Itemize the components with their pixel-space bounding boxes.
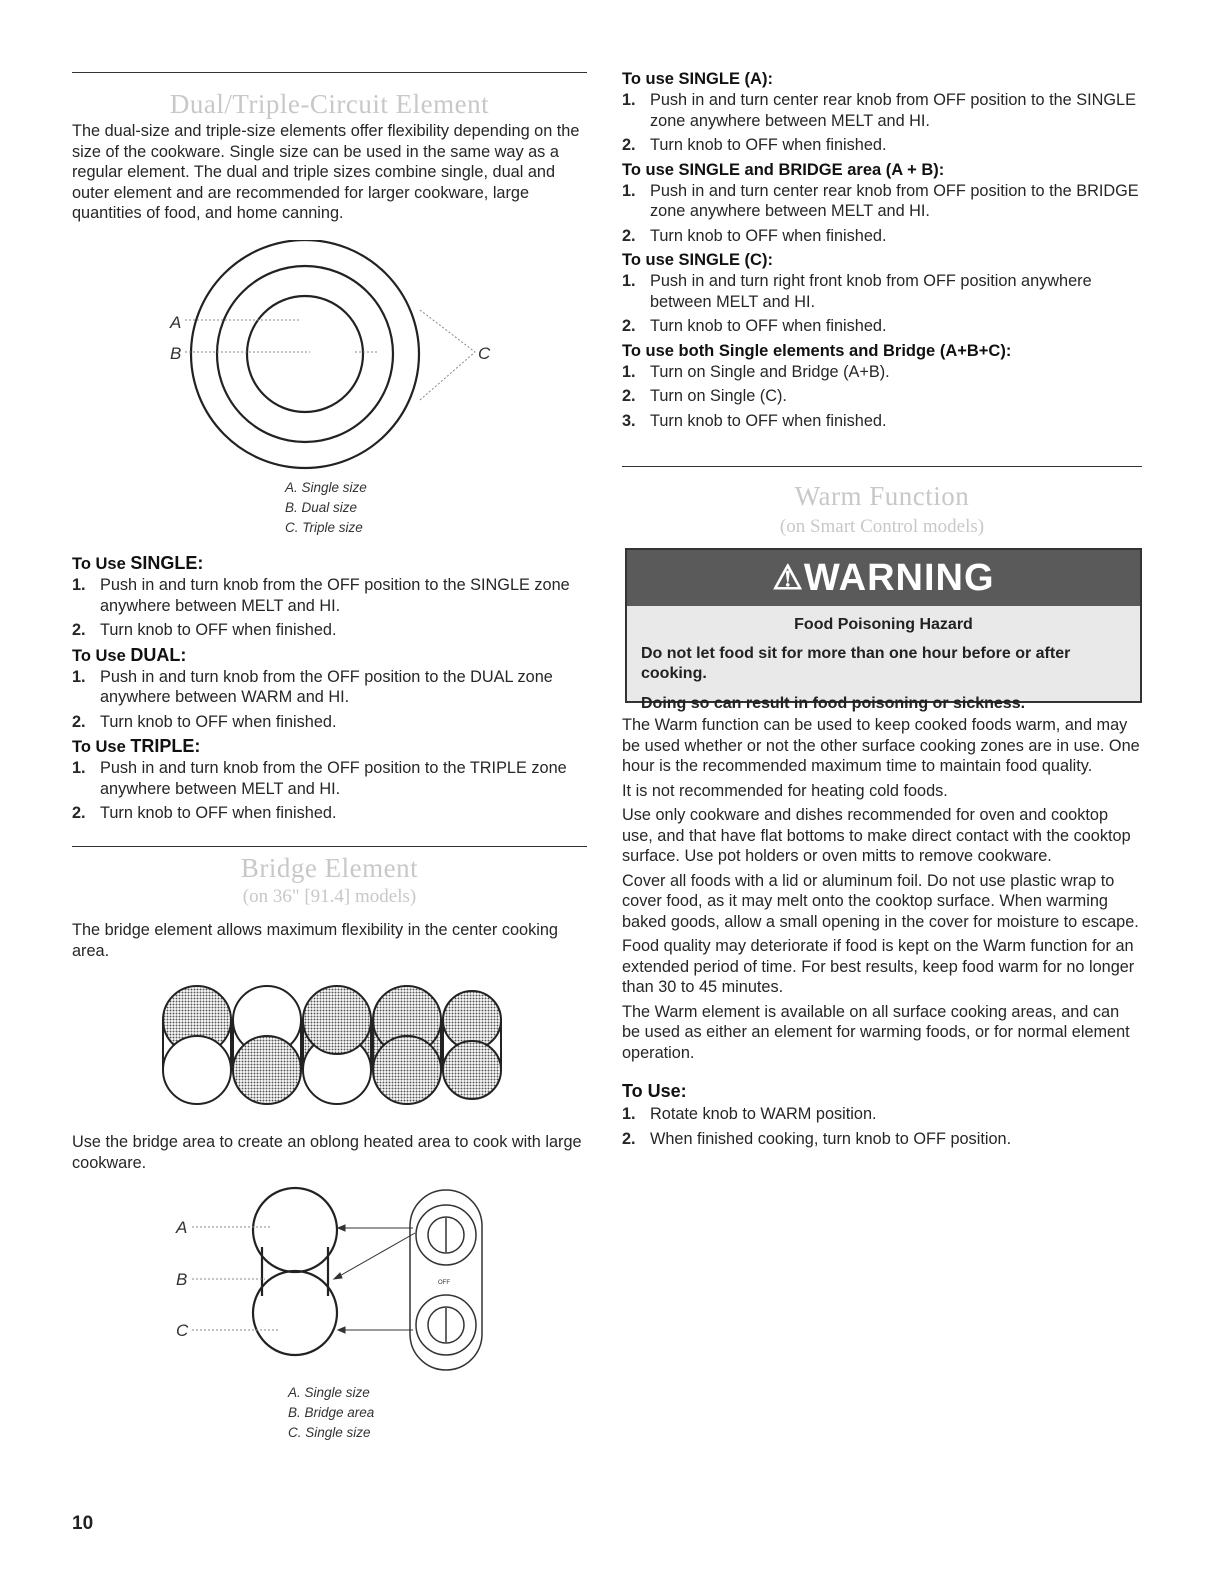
bridge-config-1 bbox=[163, 986, 231, 1104]
label-b: B bbox=[176, 1270, 188, 1289]
list-item: 1. Push in and turn knob from the OFF position to the DUAL zone anywhere between WARM and HI. bbox=[72, 667, 553, 706]
bridge-captions bbox=[288, 1383, 374, 1443]
bridge-section-title: Bridge Element bbox=[240, 853, 419, 883]
warm-paragraph: It is not recommended for heating cold foods. bbox=[622, 781, 948, 800]
list-item: 2. Turn knob to OFF when finished. bbox=[72, 712, 337, 731]
use-single-bridge-block bbox=[622, 160, 1142, 247]
caption-c: C. Triple size bbox=[285, 520, 363, 535]
list-item: 1. Rotate knob to WARM position. bbox=[622, 1105, 877, 1123]
warm-paragraph: Use only cookware and dishes recommended for oven and cooktop use, and that have flat bottoms to make direct contact with the cooktop surface. Use pot holders or oven mitts to remove cookware. bbox=[622, 806, 1131, 865]
dual-captions bbox=[285, 478, 367, 538]
list-item: 1. Push in and turn knob from the OFF position to the SINGLE zone anywhere between MELT and HI. bbox=[72, 576, 570, 615]
bridge-intro: The bridge element allows maximum flexibility in the center cooking area. bbox=[72, 921, 558, 960]
warm-section-subtitle: (on Smart Control models) bbox=[779, 516, 985, 537]
caption-c: C. Single size bbox=[288, 1425, 371, 1440]
triple-ring bbox=[191, 240, 419, 468]
page-number: 10 bbox=[72, 1513, 94, 1534]
use-single-block bbox=[72, 553, 584, 641]
bridge-section-subtitle: (on 36" [91.4] models) bbox=[242, 886, 417, 907]
list-item: 1. Push in and turn right front knob from OFF position anywhere between MELT and HI. bbox=[622, 272, 1092, 311]
caption-b: B. Dual size bbox=[285, 500, 358, 515]
warm-paragraph: Food quality may deteriorate if food is kept on the Warm function for an extended period of time. For best results, keep food warm for no longer than 30 to 45 minutes. bbox=[622, 937, 1135, 996]
caption-a: A. Single size bbox=[288, 1385, 370, 1400]
warm-paragraph: The Warm element is available on all surface cooking areas, and can be used as either an element for warming foods, or for normal element operation. bbox=[622, 1002, 1130, 1062]
warm-rule bbox=[622, 466, 1142, 467]
use-triple-block bbox=[72, 736, 584, 824]
dual-triple-diagram bbox=[165, 240, 505, 470]
knob-off-label: OFF bbox=[438, 1280, 450, 1286]
label-c: C bbox=[176, 1321, 189, 1340]
bridge-config-4 bbox=[373, 986, 441, 1104]
list-item: 1. Turn on Single and Bridge (A+B). bbox=[622, 362, 890, 381]
use-single-a-block bbox=[622, 69, 1142, 156]
use-triple-prefix: To Use bbox=[72, 738, 131, 756]
list-item: 1. Push in and turn center rear knob from OFF position to the BRIDGE zone anywhere between MELT and HI. bbox=[622, 181, 1139, 220]
use-dual-block bbox=[72, 645, 584, 733]
instruction-heading: To use both Single elements and Bridge (A+B+C): bbox=[622, 341, 1012, 360]
instruction-heading: To use SINGLE (A): bbox=[622, 70, 773, 88]
label-c: C bbox=[478, 344, 491, 363]
instruction-heading: To use SINGLE (C): bbox=[622, 251, 773, 269]
warning-hazard: Food Poisoning Hazard bbox=[794, 616, 973, 633]
list-item: 2. When finished cooking, turn knob to OFF position. bbox=[622, 1129, 1012, 1148]
warning-band bbox=[627, 550, 1140, 606]
label-b: B bbox=[170, 344, 182, 363]
single-ring bbox=[247, 296, 363, 412]
bridge-instructions bbox=[622, 69, 1142, 435]
list-item: 2. Turn knob to OFF when finished. bbox=[622, 226, 887, 245]
label-a: A bbox=[176, 1218, 188, 1237]
bridge-patterns-diagram bbox=[160, 985, 505, 1110]
dual-ring bbox=[217, 266, 393, 442]
list-item: 3. Turn knob to OFF when finished. bbox=[622, 411, 887, 430]
warning-line-2: Doing so can result in food poisoning or sickness. bbox=[641, 695, 1026, 712]
use-dual-heading: DUAL: bbox=[130, 644, 187, 665]
caption-a: A. Single size bbox=[285, 480, 367, 495]
list-item: 1. Push in and turn center rear knob from OFF position to the SINGLE zone anywhere between MELT and HI. bbox=[622, 91, 1136, 130]
bridge-rule bbox=[72, 846, 587, 847]
use-single-heading: SINGLE: bbox=[130, 553, 204, 573]
bridge-config-2 bbox=[233, 986, 301, 1104]
use-single-c-block bbox=[622, 250, 1142, 337]
bridge-knob-diagram bbox=[170, 1185, 500, 1385]
use-single-prefix: To Use bbox=[72, 555, 131, 573]
list-item: 2. Turn knob to OFF when finished. bbox=[72, 621, 337, 639]
warm-section-title: Warm Function bbox=[794, 481, 970, 511]
caption-b: B. Bridge area bbox=[288, 1405, 375, 1420]
warm-paragraph: The Warm function can be used to keep cooked foods warm, and may be used whether or not the other surface cooking zones are in use. One hour is the recommended maximum time to maintain food quality. bbox=[622, 716, 1140, 775]
bridge-config-3 bbox=[303, 986, 371, 1104]
list-item: 2. Turn knob to OFF when finished. bbox=[72, 804, 337, 822]
use-dual-prefix: To Use bbox=[72, 646, 131, 665]
warm-paragraph: Cover all foods with a lid or aluminum foil. Do not use plastic wrap to cover food, as it may melt onto the cooktop surface. When warming baked goods, allow a small opening in the cover for moisture to escape. bbox=[622, 871, 1139, 931]
use-triple-heading: TRIPLE: bbox=[130, 736, 201, 756]
dual-intro: The dual-size and triple-size elements offer flexibility depending on the size of the cookware. Single size can be used in the same way as a regular element. The dual and triple sizes combine single, dual and outer element and are recommended for larger cookware, large quantities of food, and home canning. bbox=[72, 122, 580, 222]
warning-box bbox=[625, 548, 1142, 712]
bridge-config-5 bbox=[443, 991, 501, 1099]
list-item: 2. Turn on Single (C). bbox=[622, 387, 787, 405]
warning-label: WARNING bbox=[803, 556, 995, 599]
top-rule-left bbox=[72, 72, 587, 73]
dual-section-title: Dual/Triple-Circuit Element bbox=[169, 89, 490, 119]
label-a: A bbox=[170, 313, 182, 332]
warning-line-1: Do not let food sit for more than one hour before or after cooking. bbox=[641, 645, 1071, 682]
warning-icon: ⚠ bbox=[772, 559, 804, 597]
to-use-heading: To Use: bbox=[622, 1081, 687, 1101]
use-all-block bbox=[622, 341, 1142, 432]
list-item: 2. Turn knob to OFF when finished. bbox=[622, 136, 887, 154]
list-item: 2. Turn knob to OFF when finished. bbox=[622, 317, 887, 335]
bridge-note: Use the bridge area to create an oblong heated area to cook with large cookware. bbox=[72, 1133, 582, 1172]
warm-body bbox=[622, 715, 1140, 1153]
dual-instructions bbox=[72, 553, 584, 828]
list-item: 1. Push in and turn knob from the OFF position to the TRIPLE zone anywhere between MELT and HI. bbox=[72, 759, 567, 798]
instruction-heading: To use SINGLE and BRIDGE area (A + B): bbox=[622, 160, 945, 179]
